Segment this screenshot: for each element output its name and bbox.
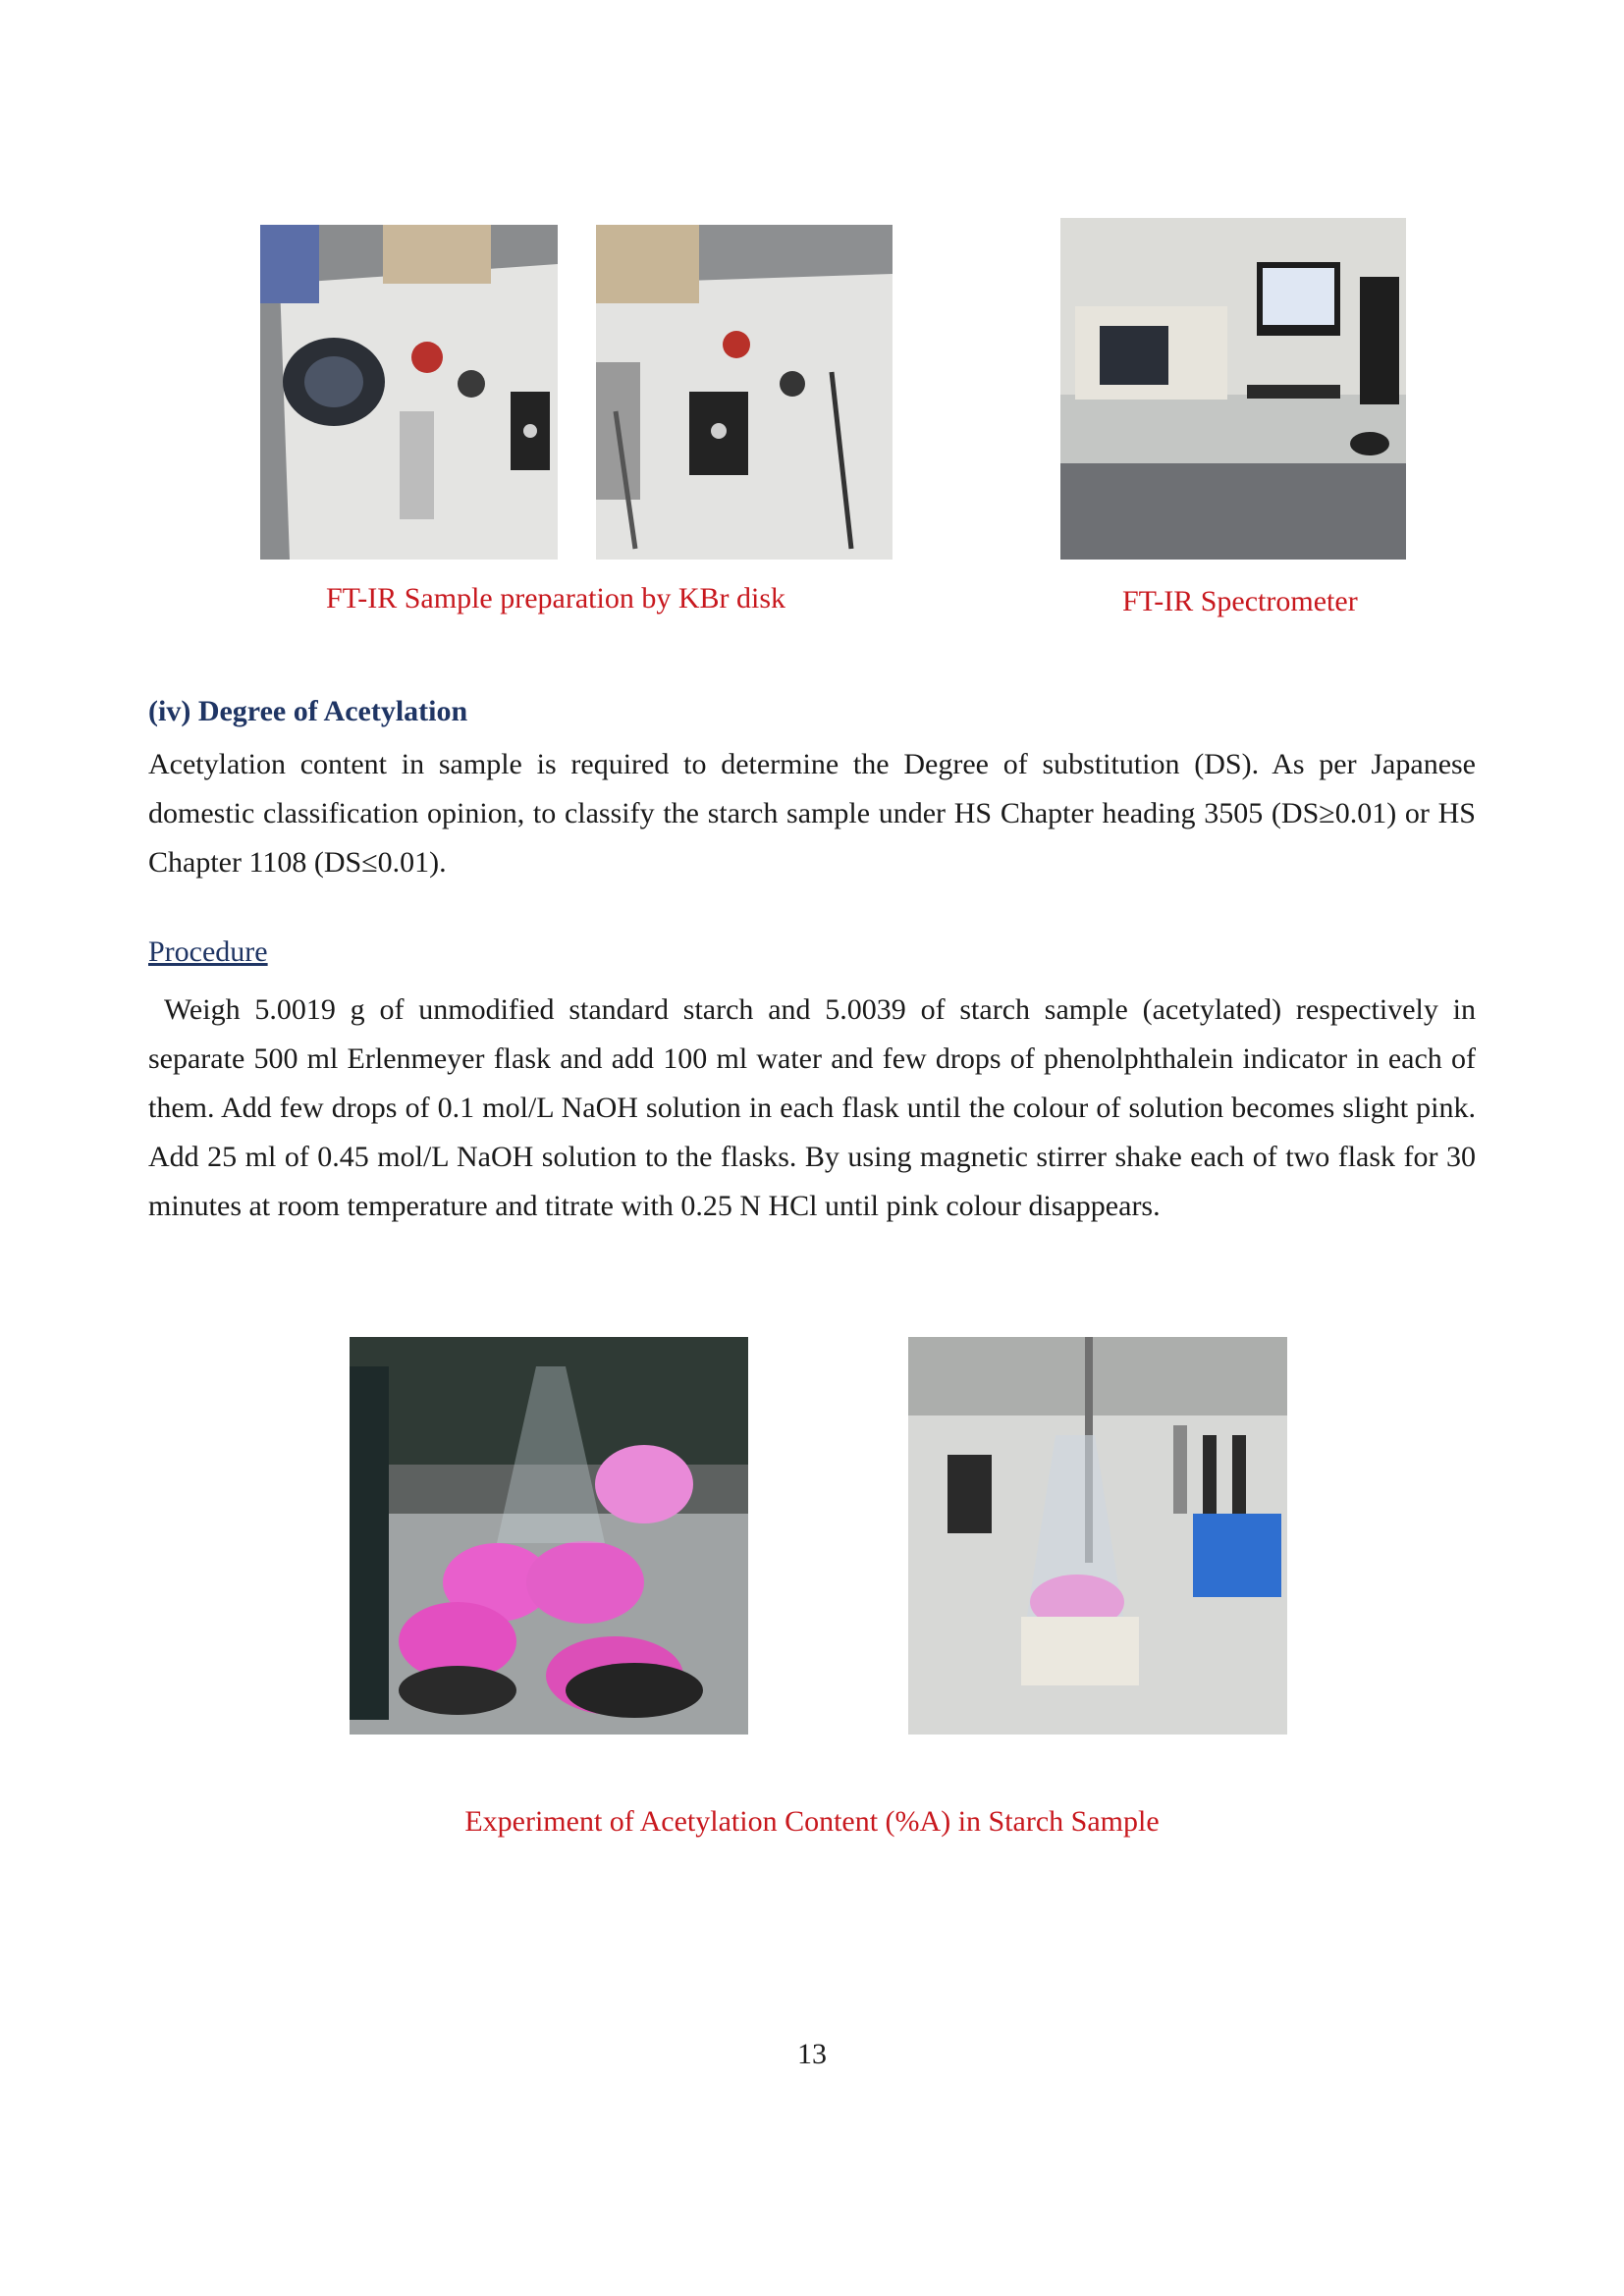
- page-number: 13: [797, 2038, 827, 2070]
- caption-kbr-prep: FT-IR Sample preparation by KBr disk: [326, 582, 786, 614]
- kbr-prep-photo-2: [596, 225, 893, 560]
- procedure-paragraph: Weigh 5.0019 g of unmodified standard starch and 5.0039 of starch sample (acetylated) respectively in separate 500 ml Erlenmeyer flask and add 100 ml water and few drops of phenolphthalein indicator in each of them. Add few drops of 0.1 mol/L NaOH solution in each flask until the colour of solution becomes slight pink. Add 25 ml of 0.45 mol/L NaOH solution to the flasks. By using magnetic stirrer shake each of two flask for 30 minutes at room temperature and titrate with 0.25 N HCl until pink colour disappears.: [148, 993, 1476, 1222]
- section-heading: (iv) Degree of Acetylation: [148, 695, 468, 727]
- kbr-prep-photo-1: [260, 225, 558, 560]
- flasks-stirrer-photo: [350, 1337, 748, 1735]
- intro-paragraph: Acetylation content in sample is required to determine the Degree of substitution (DS). As per Japanese domestic classification opinion, to classify the starch sample under HS Chapter heading 3505 (DS≥0.01) or HS Chapter 1108 (DS≤0.01).: [148, 748, 1476, 879]
- ftir-spectrometer-photo: [1060, 218, 1406, 560]
- procedure-heading: Procedure: [148, 935, 268, 968]
- caption-ftir-spectrometer: FT-IR Spectrometer: [1122, 585, 1358, 617]
- titration-photo: [908, 1337, 1287, 1735]
- caption-acetylation-experiment: Experiment of Acetylation Content (%A) in Starch Sample: [464, 1805, 1160, 1838]
